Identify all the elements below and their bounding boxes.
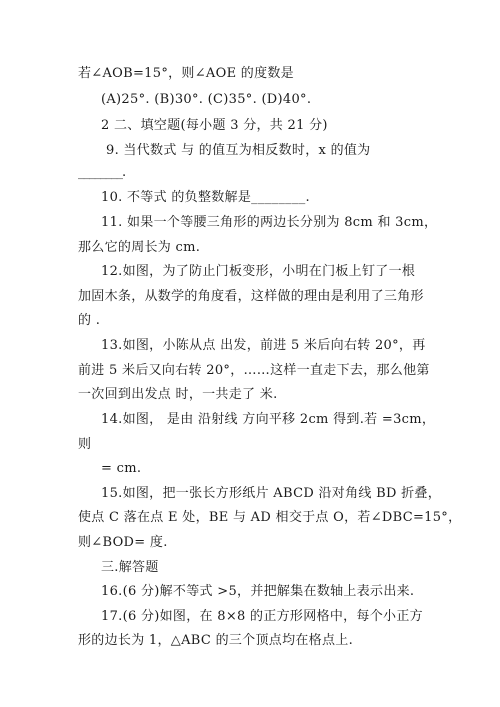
question-17: 17.(6 分)如图，在 8×8 的正方形网格中，每个小正方 bbox=[101, 609, 423, 624]
question-13-cont-1: 前进 5 米后又向右转 20°，……这样一直走下去，那么他第 bbox=[78, 363, 430, 378]
question-15-cont-2: 则∠BOD= 度. bbox=[78, 535, 168, 550]
question-11-cont: 那么它的周长为 cm. bbox=[78, 240, 201, 255]
question-14: 14.如图， 是由 沿射线 方向平移 2cm 得到.若 =3cm， bbox=[101, 412, 436, 427]
section-heading-answer: 三.解答题 bbox=[101, 560, 159, 575]
question-16: 16.(6 分)解不等式 >5，并把解集在数轴上表示出来. bbox=[101, 584, 415, 599]
question-12-cont-2: 的 . bbox=[78, 313, 101, 328]
text-line-2: (A)25°. (B)30°. (C)35°. (D)40°. bbox=[101, 92, 312, 107]
question-15: 15.如图，把一张长方形纸片 ABCD 沿对角线 BD 折叠， bbox=[101, 486, 442, 501]
question-13-cont-2: 一次回到出发点 时，一共走了 米. bbox=[78, 387, 278, 402]
section-heading-fill-in: 2 二、填空题(每小题 3 分，共 21 分) bbox=[101, 118, 328, 133]
text-line-1: 若∠AOB=15°，则∠AOE 的度数是 bbox=[78, 66, 294, 81]
question-17-cont: 形的边长为 1，△ABC 的三个顶点均在格点上. bbox=[78, 633, 353, 648]
question-12: 12.如图，为了防止门板变形，小明在门板上钉了一根 bbox=[101, 264, 416, 279]
question-12-cont-1: 加固木条，从数学的角度看，这样做的理由是利用了三角形 bbox=[78, 289, 424, 304]
question-9-blank: ________. bbox=[78, 165, 126, 180]
question-10: 10. 不等式 的负整数解是________. bbox=[101, 190, 310, 205]
question-14-cont-1: 则 bbox=[78, 437, 92, 452]
question-15-cont-1: 使点 C 落在点 E 处，BE 与 AD 相交于点 O，若∠DBC=15°， bbox=[78, 510, 462, 525]
question-14-cont-2: = cm. bbox=[101, 461, 142, 476]
question-13: 13.如图，小陈从点 出发，前进 5 米后向右转 20°，再 bbox=[101, 338, 426, 353]
question-9: 9. 当代数式 与 的值互为相反数时，x 的值为 bbox=[106, 143, 371, 158]
question-11: 11. 如果一个等腰三角形的两边长分别为 8cm 和 3cm， bbox=[101, 215, 438, 230]
